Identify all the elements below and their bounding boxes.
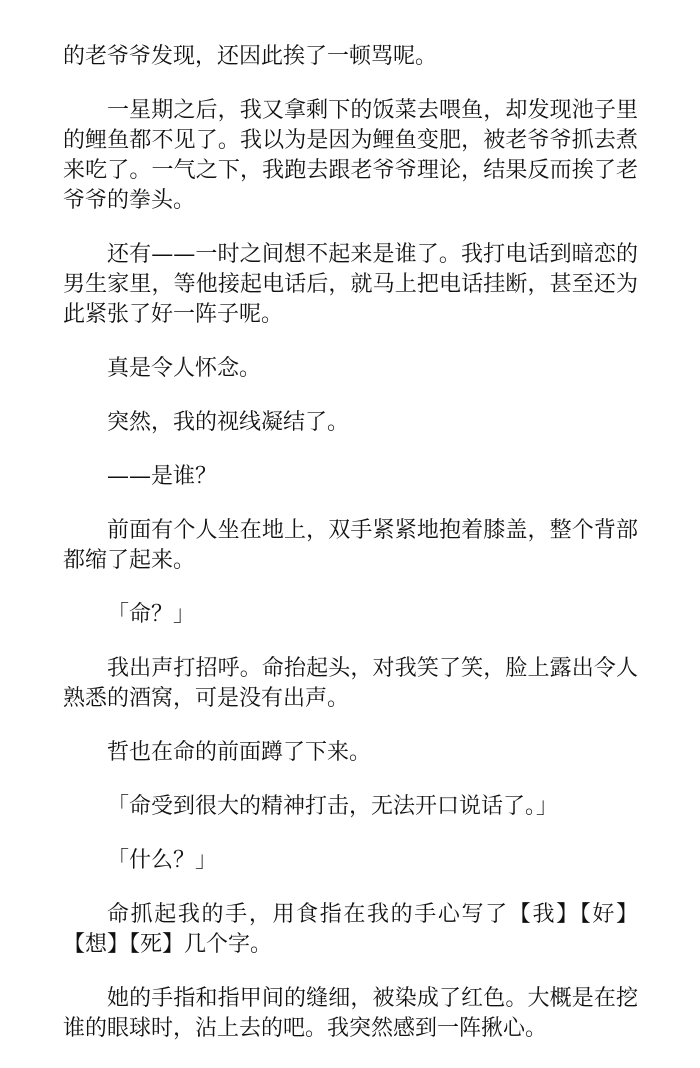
- document-page: [63, 42, 638, 1068]
- paragraph-writing-hand: 命抓起我的手，用食指在我的手心写了【我】【好】【想】【死】几个字。: [63, 902, 638, 957]
- paragraph-person-sitting: 前面有个人坐在地上，双手紧紧地抱着膝盖，整个背部都缩了起来。: [63, 518, 638, 573]
- paragraph-gaze-froze: 突然，我的视线凝结了。: [107, 410, 350, 435]
- paragraph-continuation: 的老爷爷发现，还因此挨了一顿骂呢。: [63, 44, 438, 69]
- paragraph-red-fingers: 她的手指和指甲间的缝细，被染成了红色。大概是在挖谁的眼球时，沾上去的吧。我突然感到一阵揪心。: [63, 986, 638, 1041]
- dialogue-what: 「什么？」: [107, 848, 218, 873]
- paragraph-tetsuya-squat: 哲也在命的前面蹲了下来。: [107, 740, 372, 765]
- dialogue-shock: 「命受到很大的精神打击，无法开口说话了。」: [107, 794, 559, 819]
- paragraph-greeting: 我出声打招呼。命抬起头，对我笑了笑，脸上露出令人熟悉的酒窝，可是没有出声。: [63, 656, 638, 711]
- paragraph-who: ——是谁？: [107, 464, 218, 489]
- paragraph-carp-missing: 一星期之后，我又拿剩下的饭菜去喂鱼，却发现池子里的鲤鱼都不见了。我以为是因为鲤鱼变肥，被老爷爷抓去煮来吃了。一气之下，我跑去跟老爷爷理论，结果反而挨了老爷爷的拳头。: [63, 98, 638, 213]
- paragraph-nostalgia: 真是令人怀念。: [107, 356, 262, 381]
- dialogue-ming: 「命？」: [107, 602, 196, 627]
- paragraph-phone-call: 还有——一时之间想不起来是谁了。我打电话到暗恋的男生家里，等他接起电话后，就马上把电话挂断，甚至还为此紧张了好一阵子呢。: [63, 242, 638, 327]
